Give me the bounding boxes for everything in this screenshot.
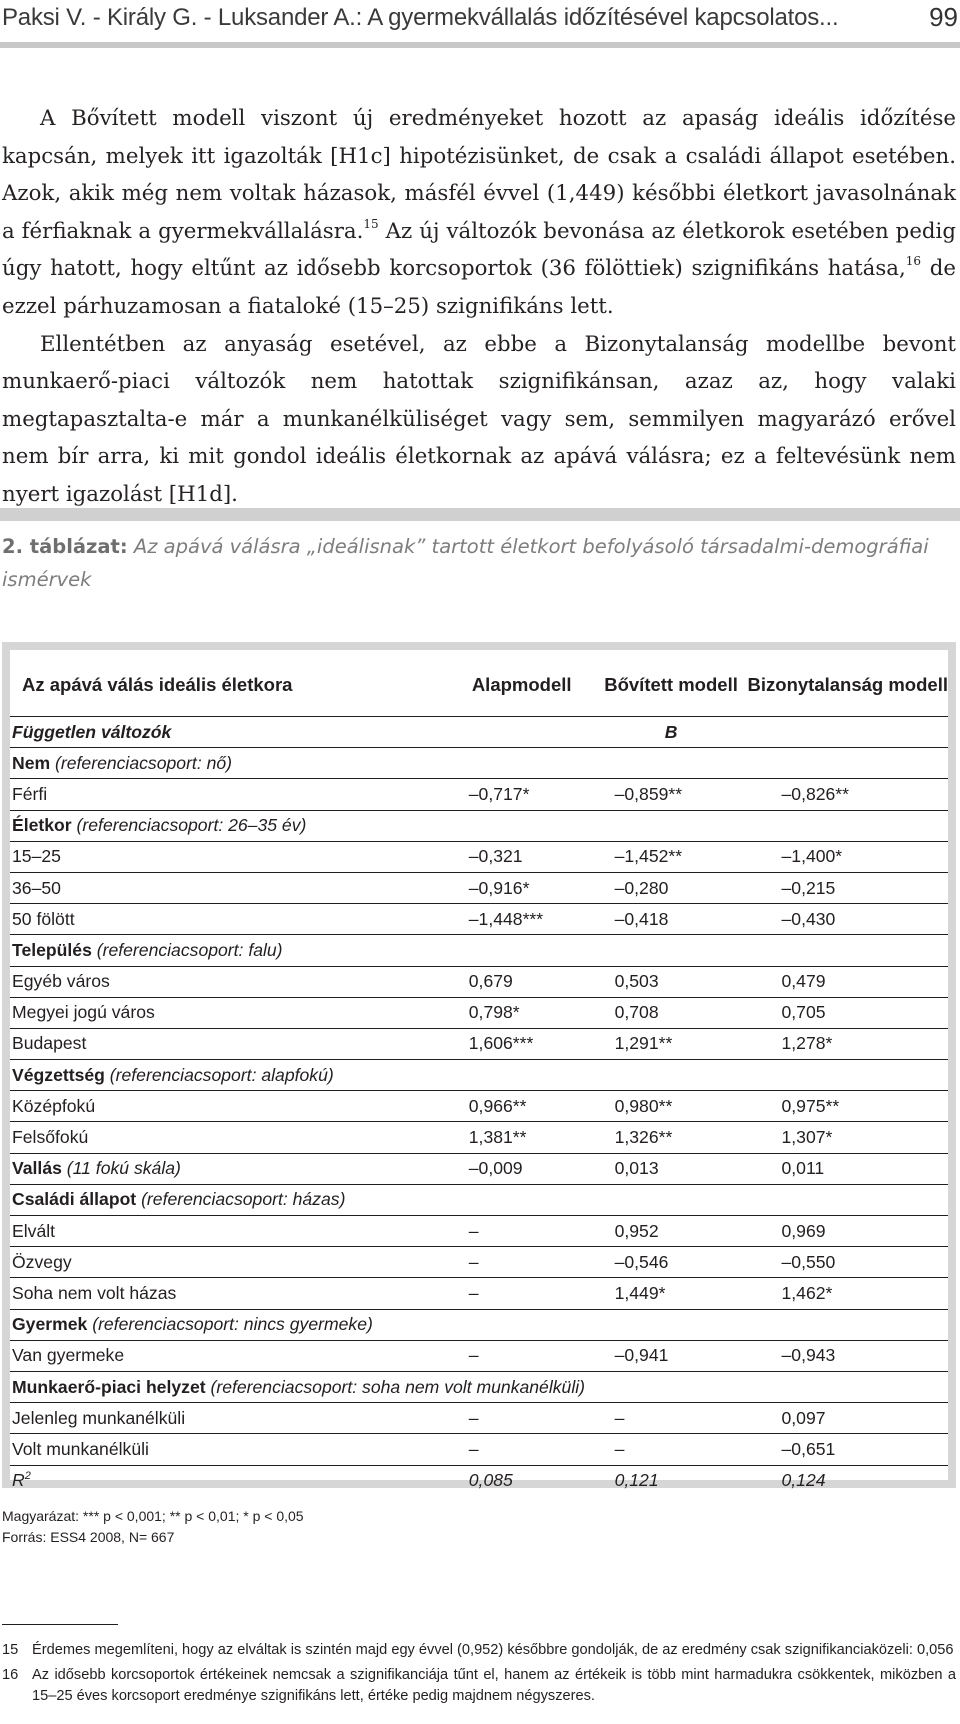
cell-alapmodell: 1,606*** [449, 1028, 595, 1059]
group-row-gyermek [10, 1309, 948, 1340]
separator-bar [0, 508, 960, 521]
table-title: Az apává válásra „ideálisnak” tartott életkort befolyásoló társadalmi-demográfiai ismérvek [2, 535, 929, 591]
table-row [10, 904, 948, 935]
group-label: Családi állapot [12, 1189, 137, 1210]
cell-alapmodell: 0,085 [468, 1470, 513, 1491]
paragraph-1-text-c: de ezzel párhuzamosan a fiataloké (15–25) szignifikáns lett. [2, 256, 956, 319]
running-header [0, 4, 960, 38]
row-label: Özvegy [10, 1247, 449, 1278]
group-row-csaladi [10, 1184, 948, 1215]
row-label: Volt munkanélküli [10, 1434, 449, 1465]
col-header-alapmodell: Alapmodell [449, 654, 595, 717]
row-label: Felsőfokú [10, 1122, 449, 1153]
cell-bizonytalansag: –0,550 [748, 1247, 949, 1278]
table-row [10, 1247, 948, 1278]
col-header-dependent: Az apává válás ideális életkora [10, 654, 449, 717]
group-reference: (referenciacsoport: soha nem volt munkanélküli) [210, 1376, 586, 1397]
row-label: 36–50 [10, 872, 449, 903]
cell-bizonytalansag: 1,307* [748, 1122, 949, 1153]
r-squared-label: R [12, 1470, 25, 1491]
row-label: Jelenleg munkanélküli [10, 1403, 449, 1434]
table-row [10, 841, 948, 872]
cell-bovitett: 0,121 [614, 1470, 659, 1491]
footnotes [2, 1640, 956, 1711]
paragraph-1-text: A Bővített modell viszont új eredményeket hozott az apaság ideális időzítése kapcsán, melyek itt igazolták [H1c] hipotézisünket, de csak a családi állapot esetében. Azok, akik még nem voltak házasok, másfél évvel (1,449) későbbi életkort javasolnának a férfiaknak a gyermekvállalásra. [2, 106, 956, 244]
col-header-bizonytalansag: Bizonytalanság modell [748, 654, 949, 717]
cell-bovitett: 0,980** [595, 1091, 748, 1122]
table-header-row [10, 654, 948, 717]
cell-alapmodell: –0,717* [449, 779, 595, 810]
footnote-16 [2, 1665, 956, 1707]
cell-bizonytalansag: –0,651 [748, 1434, 949, 1465]
cell-alapmodell: –0,009 [449, 1153, 595, 1184]
cell-alapmodell: – [449, 1247, 595, 1278]
table-row [10, 966, 948, 997]
significance-legend: Magyarázat: *** p < 0,001; ** p < 0,01; * p < 0,05 [2, 1508, 304, 1524]
cell-bizonytalansag: 0,705 [748, 997, 949, 1028]
table-row [10, 997, 948, 1028]
r-squared-exponent: 2 [24, 1470, 31, 1483]
group-reference: (referenciacsoport: nő) [55, 752, 233, 773]
group-reference: (referenciacsoport: alapfokú) [109, 1064, 334, 1085]
cell-bovitett: 0,952 [595, 1216, 748, 1247]
cell-bovitett: –1,452** [595, 841, 748, 872]
table-number: 2. táblázat: [2, 535, 128, 558]
group-label: Település [12, 939, 92, 960]
data-source: Forrás: ESS4 2008, N= 667 [2, 1529, 175, 1545]
cell-bovitett: 1,291** [595, 1028, 748, 1059]
table-row [10, 1122, 948, 1153]
group-row-vegzettseg [10, 1060, 948, 1091]
table-row-vallas [10, 1153, 948, 1184]
cell-bizonytalansag: 0,479 [748, 966, 949, 997]
table-frame [2, 642, 956, 1491]
cell-alapmodell: 0,966** [449, 1091, 595, 1122]
table-notes [2, 1506, 304, 1548]
table-row [10, 1091, 948, 1122]
table-row [10, 1216, 948, 1247]
cell-alapmodell: – [449, 1340, 595, 1371]
cell-alapmodell: – [449, 1216, 595, 1247]
cell-bovitett: –0,859** [595, 779, 748, 810]
cell-bizonytalansag: –0,430 [748, 904, 949, 935]
paragraph-1 [2, 100, 956, 326]
row-label: Megyei jogú város [10, 997, 449, 1028]
paragraph-2: Ellentétben az anyaság esetével, az ebbe a Bizonytalanság modellbe bevont munkaerő-piaci változók nem hatottak szignifikánsan, azaz az, hogy valaki megtapasztalta-e már a munkanélküliséget vagy sem, semmilyen magyarázó erővel nem bír arra, ki mit gondol ideális életkornak az apává válásra; ez a feltevésünk nem nyert igazolást [H1d]. [2, 331, 956, 507]
cell-bizonytalansag: –0,826** [748, 779, 949, 810]
footnote-text: Az idősebb korcsoportok értékeinek nemcsak a szignifikanciája tűnt el, hanem az értékeik is több mint harmadukra csökkentek, miközben a 15–25 éves korcsoport eredménye szignifikáns lett, értéke pedig majdnem négyszeres. [32, 1667, 956, 1704]
group-reference: (referenciacsoport: 26–35 év) [76, 815, 307, 836]
group-reference: (11 fokú skála) [66, 1158, 181, 1179]
cell-bovitett: –0,546 [595, 1247, 748, 1278]
table-row [10, 872, 948, 903]
cell-bovitett: –0,418 [595, 904, 748, 935]
cell-alapmodell: 0,679 [449, 966, 595, 997]
cell-bizonytalansag: 0,969 [748, 1216, 949, 1247]
cell-bizonytalansag: 0,097 [748, 1403, 949, 1434]
row-label: Elvált [10, 1216, 449, 1247]
group-row-munka [10, 1371, 948, 1402]
paragraph-1-text-b: Az új változók bevonása az életkorok esetében pedig úgy hatott, hogy eltűnt az idősebb korcsoportok (36 fölöttiek) szignifikáns hatása, [2, 218, 957, 282]
cell-bizonytalansag: –1,400* [748, 841, 949, 872]
cell-bizonytalansag: 1,278* [748, 1028, 949, 1059]
cell-alapmodell: –1,448*** [449, 904, 595, 935]
row-label: Budapest [10, 1028, 449, 1059]
row-label: Középfokú [10, 1091, 449, 1122]
table-panel [10, 650, 948, 1491]
header-rule [0, 42, 960, 48]
cell-bovitett: 0,503 [595, 966, 748, 997]
cell-bizonytalansag: 0,124 [781, 1470, 826, 1491]
cell-bovitett: 1,449* [595, 1278, 748, 1309]
footnote-text: Érdemes megemlíteni, hogy az elváltak is szintén majd egy évvel (0,952) későbbre gondolják, de az eredmény csak szignifikanciaközeli: 0,056 [32, 1642, 954, 1658]
table-row-r-squared [10, 1465, 948, 1496]
cell-bovitett: 0,013 [595, 1153, 748, 1184]
footnote-rule [2, 1624, 118, 1625]
cell-bovitett: – [595, 1403, 748, 1434]
coef-label: B [595, 717, 748, 748]
row-label: Soha nem volt házas [10, 1278, 449, 1309]
footnote-number: 16 [2, 1667, 19, 1683]
cell-alapmodell: – [449, 1403, 595, 1434]
group-label: Gyermek [12, 1314, 88, 1335]
table-row [10, 1340, 948, 1371]
group-row-eletkor [10, 810, 948, 841]
cell-alapmodell: 1,381** [449, 1122, 595, 1153]
row-label: 15–25 [10, 841, 449, 872]
regression-table [10, 654, 948, 1496]
group-reference: (referenciacsoport: házas) [141, 1189, 346, 1210]
group-reference: (referenciacsoport: nincs gyermeke) [92, 1314, 373, 1335]
cell-bizonytalansag: –0,943 [748, 1340, 949, 1371]
cell-bovitett: –0,280 [595, 872, 748, 903]
cell-bizonytalansag: 0,975** [748, 1091, 949, 1122]
group-label: Nem [12, 752, 51, 773]
footnote-ref-16[interactable]: 16 [905, 254, 922, 269]
table-row [10, 1434, 948, 1465]
table-caption [2, 530, 952, 596]
cell-alapmodell: – [449, 1434, 595, 1465]
table-row [10, 1278, 948, 1309]
group-label: Életkor [12, 815, 72, 836]
footnote-ref-15[interactable]: 15 [363, 216, 379, 231]
group-label: Munkaerő-piaci helyzet [12, 1376, 206, 1397]
footnote-number: 15 [2, 1642, 19, 1658]
cell-bovitett: 0,708 [595, 997, 748, 1028]
cell-alapmodell: – [449, 1278, 595, 1309]
cell-bovitett: 1,326** [595, 1122, 748, 1153]
group-label: Végzettség [12, 1064, 105, 1085]
row-label: Van gyermeke [10, 1340, 449, 1371]
row-label: Egyéb város [10, 966, 449, 997]
group-row-nem [10, 748, 948, 779]
row-label: Férfi [10, 779, 449, 810]
footnote-15 [2, 1640, 956, 1661]
body-text [2, 100, 956, 514]
cell-bovitett: –0,941 [595, 1340, 748, 1371]
page-number: 99 [929, 2, 958, 32]
independent-vars-label: Független változók [10, 717, 449, 748]
cell-alapmodell: 0,798* [449, 997, 595, 1028]
cell-bizonytalansag: 0,011 [748, 1153, 949, 1184]
row-label: 50 fölött [10, 904, 449, 935]
cell-bizonytalansag: 1,462* [748, 1278, 949, 1309]
group-row-telepules [10, 935, 948, 966]
running-title: Paksi V. - Király G. - Luksander A.: A gyermekvállalás időzítésével kapcsolatos... [2, 4, 839, 31]
table-row [10, 779, 948, 810]
cell-alapmodell: –0,916* [449, 872, 595, 903]
group-label: Vallás [12, 1158, 62, 1179]
cell-bizonytalansag: –0,215 [748, 872, 949, 903]
col-header-bovitett: Bővített modell [595, 654, 748, 717]
group-reference: (referenciacsoport: falu) [96, 939, 283, 960]
cell-alapmodell: –0,321 [449, 841, 595, 872]
table-subheader-row [10, 717, 948, 748]
cell-bovitett: – [595, 1434, 748, 1465]
table-row [10, 1403, 948, 1434]
table-row [10, 1028, 948, 1059]
